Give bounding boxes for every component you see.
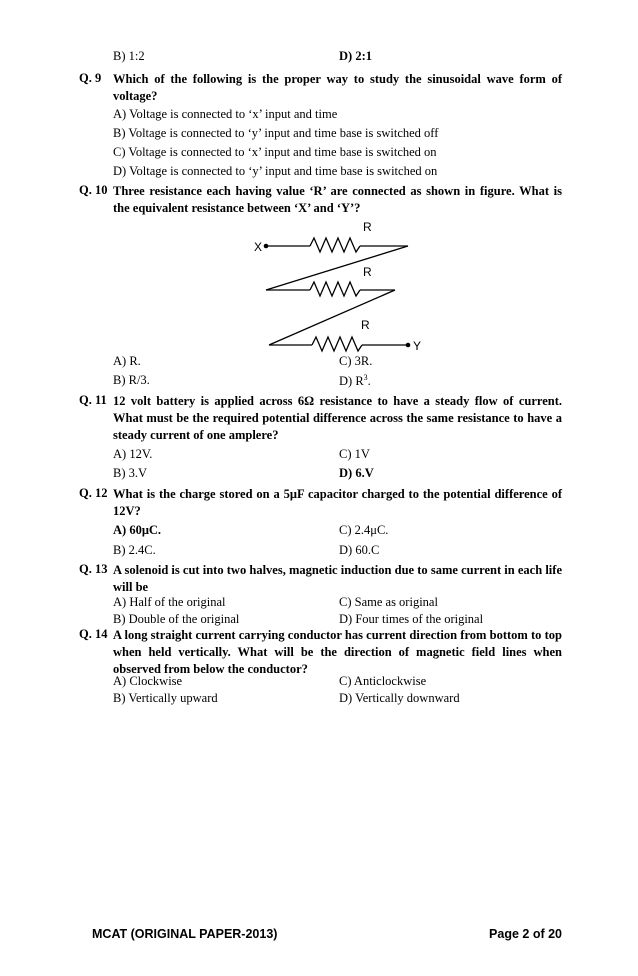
q9-option-a: A) Voltage is connected to ‘x’ input and time: [113, 107, 338, 121]
question-number-11: Q. 11: [79, 393, 107, 407]
q12-option-a: A) 60μC.: [113, 523, 162, 537]
question-10-line-1: Three resistance each having value ‘R’ are connected as shown in figure. What is: [113, 184, 562, 198]
q10-option-c: C) 3R.: [339, 354, 373, 368]
q10-option-d-base: D) R: [339, 374, 364, 389]
q14-option-d: D) Vertically downward: [339, 691, 460, 705]
question-13-line-2: will be: [113, 580, 149, 594]
label-r2: R: [363, 265, 372, 279]
question-9-line-1: Which of the following is the proper way to study the sinusoidal wave form of: [113, 72, 562, 86]
q13-option-a: A) Half of the original: [113, 595, 226, 609]
q11-option-a: A) 12V.: [113, 447, 153, 461]
footer-paper-title: MCAT (ORIGINAL PAPER-2013): [92, 927, 278, 941]
prev-option-b: B) 1:2: [113, 49, 145, 63]
q14-option-c: C) Anticlockwise: [339, 674, 427, 688]
q9-option-b: B) Voltage is connected to ‘y’ input and time base is switched off: [113, 126, 439, 140]
question-14-line-3: observed from below the conductor?: [113, 662, 308, 676]
question-text-11: [113, 393, 562, 444]
q13-option-d: D) Four times of the original: [339, 612, 484, 626]
question-11-line-1: 12 volt battery is applied across 6Ω resistance to have a steady flow of current.: [113, 394, 562, 408]
q10-option-d-end: .: [367, 374, 371, 389]
question-9-line-2: voltage?: [113, 89, 158, 103]
q10-option-d: [339, 373, 371, 389]
q9-option-d: D) Voltage is connected to ‘y’ input and time base is switched on: [113, 164, 438, 178]
q12-option-b: B) 2.4C.: [113, 543, 156, 557]
q13-option-b: B) Double of the original: [113, 612, 240, 626]
resistor-circuit-figure: [250, 217, 440, 357]
question-10-line-2: the equivalent resistance between ‘X’ and ‘Y’?: [113, 201, 361, 215]
question-11-line-3: steady current of one amplere?: [113, 428, 279, 442]
question-text-13: [113, 562, 562, 596]
question-12-line-1: What is the charge stored on a 5μF capacitor charged to the potential difference of: [113, 487, 562, 501]
question-text-14: [113, 627, 562, 678]
label-x: X: [254, 240, 263, 254]
label-r3: R: [361, 318, 370, 332]
question-11-line-2: What must be the required potential difference across the same resistance to have a: [113, 411, 562, 425]
question-14-line-2: when held vertically. What will be the direction of magnetic field lines when: [113, 645, 562, 659]
q11-option-d: D) 6.V: [339, 466, 374, 480]
q9-option-c: C) Voltage is connected to ‘x’ input and time base is switched on: [113, 145, 437, 159]
question-text-12: [113, 486, 562, 520]
q10-option-b: B) R/3.: [113, 373, 150, 387]
prev-option-d: D) 2:1: [339, 49, 372, 63]
question-number-9: Q. 9: [79, 71, 102, 85]
question-14-line-1: A long straight current carrying conductor has current direction from bottom to top: [113, 628, 562, 642]
question-12-line-2: 12V?: [113, 504, 141, 518]
q13-option-c: C) Same as original: [339, 595, 438, 609]
label-r1: R: [363, 220, 372, 234]
q14-option-b: B) Vertically upward: [113, 691, 218, 705]
question-text-10: [113, 183, 562, 217]
q12-option-c: C) 2.4μC.: [339, 523, 389, 537]
q14-option-a: A) Clockwise: [113, 674, 183, 688]
question-number-14: Q. 14: [79, 627, 108, 641]
q10-option-a: A) R.: [113, 354, 141, 368]
q10-option-d-exponent: 3: [363, 373, 368, 382]
q11-option-b: B) 3.V: [113, 466, 148, 480]
q12-option-d: D) 60.C: [339, 543, 380, 557]
question-number-13: Q. 13: [79, 562, 108, 576]
question-text-9: [113, 71, 562, 105]
q11-option-c: C) 1V: [339, 447, 370, 461]
label-y: Y: [413, 339, 422, 353]
question-number-10: Q. 10: [79, 183, 108, 197]
footer-page-number: Page 2 of 20: [489, 927, 562, 941]
question-number-12: Q. 12: [79, 486, 108, 500]
question-13-line-1: A solenoid is cut into two halves, magnetic induction due to same current in each life: [113, 563, 562, 577]
